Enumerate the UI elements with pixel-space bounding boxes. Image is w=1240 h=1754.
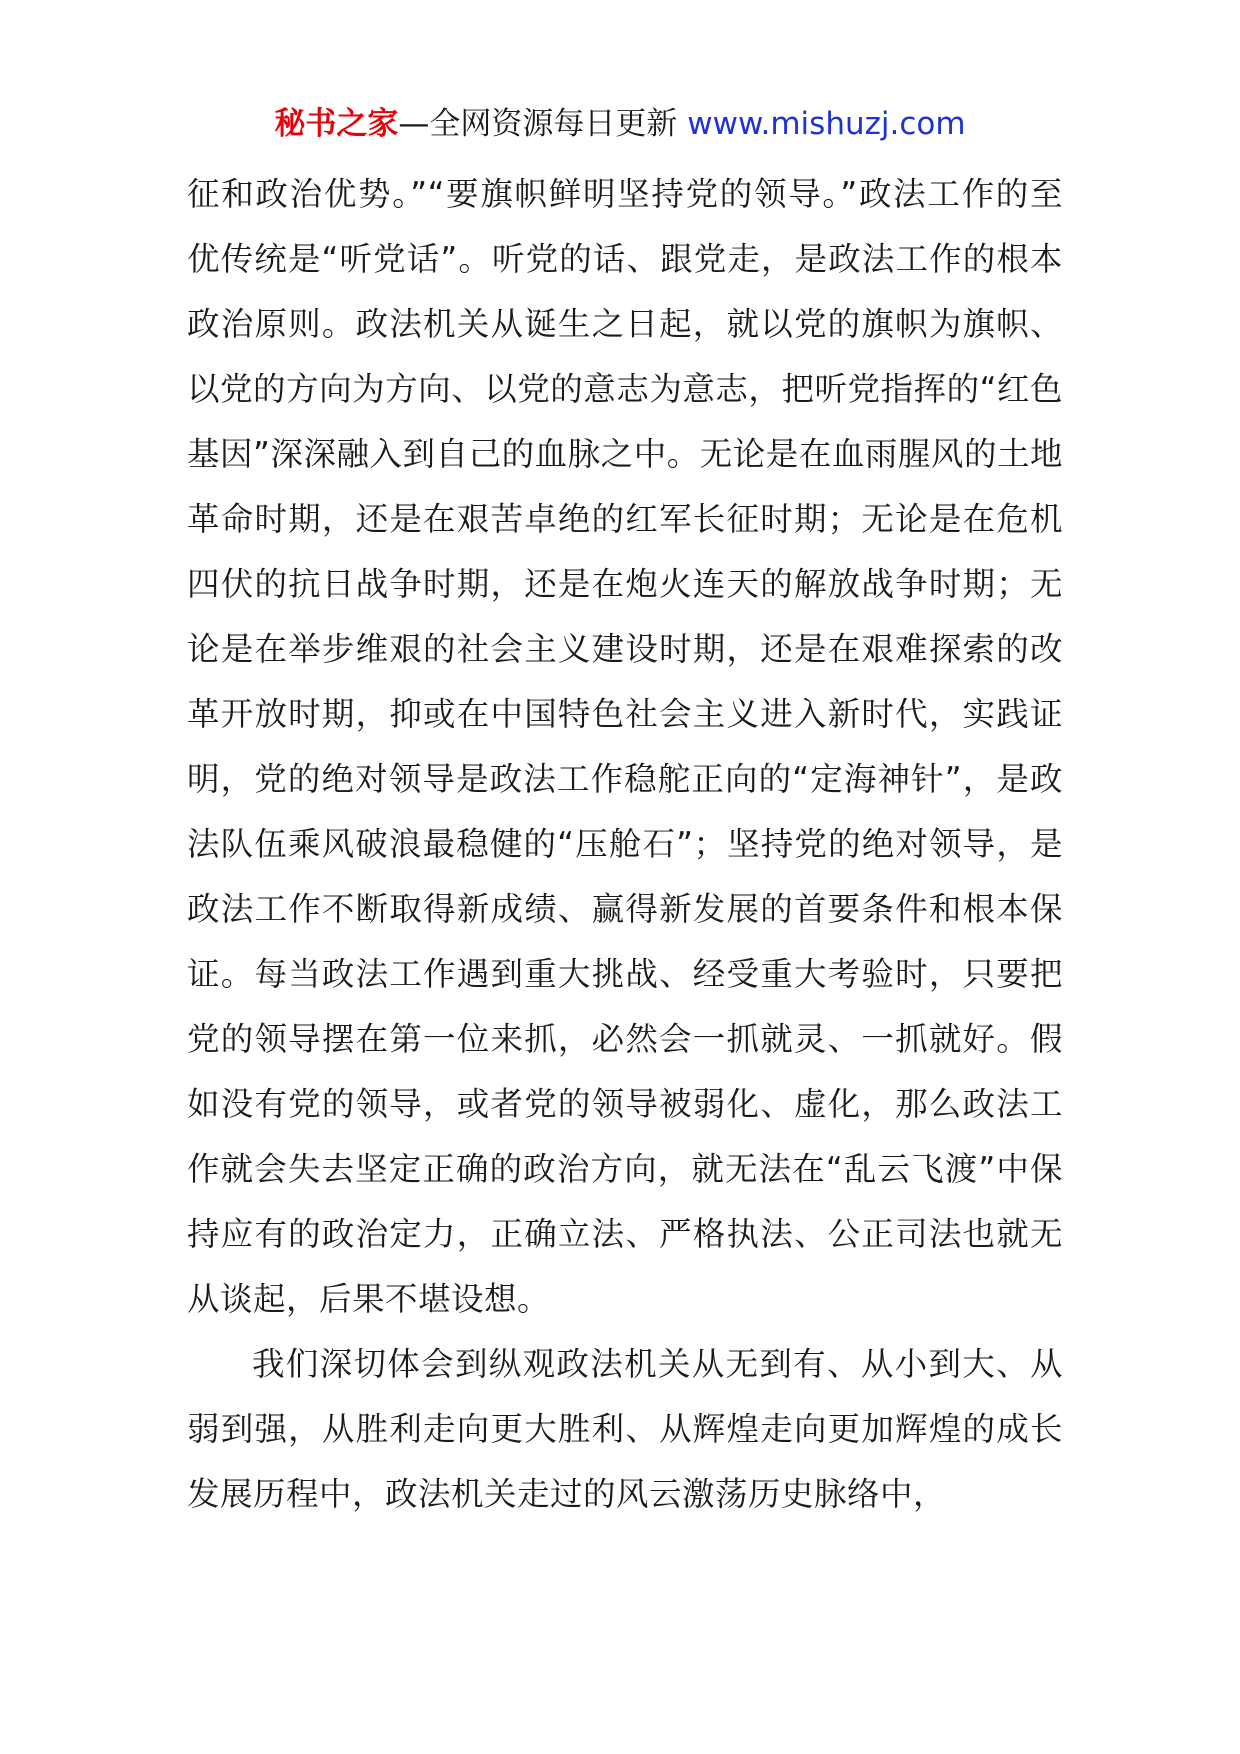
document-body bbox=[187, 162, 1063, 1527]
paragraph: 我们深切体会到纵观政法机关从无到有、从小到大、从弱到强，从胜利走向更大胜利、从辉煌走向更加辉煌的成长发展历程中，政法机关走过的风云激荡历史脉络中， bbox=[187, 1345, 1063, 1513]
paragraph-continued: 征和政治优势。”“要旗帜鲜明坚持党的领导。”政法工作的至优传统是“听党话”。听党的话、跟党走，是政法工作的根本政治原则。政法机关从诞生之日起，就以党的旗帜为旗帜、以党的方向为方向、以党的意志为意志，把听党指挥的“红色基因”深深融入到自己的血脉之中。无论是在血雨腥风的土地革命时期，还是在艰苦卓绝的红军长征时期；无论是在危机四伏的抗日战争时期，还是在炮火连天的解放战争时期；无论是在举步维艰的社会主义建设时期，还是在艰难探索的改革开放时期，抑或在中国特色社会主义进入新时代，实践证明，党的绝对领导是政法工作稳舵正向的“定海神针”，是政法队伍乘风破浪最稳健的“压舱石”；坚持党的绝对领导，是政法工作不断取得新成绩、赢得新发展的首要条件和根本保证。每当政法工作遇到重大挑战、经受重大考验时，只要把党的领导摆在第一位来抓，必然会一抓就灵、一抓就好。假如没有党的领导，或者党的领导被弱化、虚化，那么政法工作就会失去坚定正确的政治方向，就无法在“乱云飞渡”中保持应有的政治定力，正确立法、严格执法、公正司法也就无从谈起，后果不堪设想。 bbox=[187, 175, 1063, 1318]
brand-name: 秘书之家 bbox=[274, 106, 399, 142]
site-url-link[interactable]: www.mishuzj.com bbox=[687, 106, 966, 142]
watermark-header bbox=[0, 102, 1240, 146]
header-tagline: —全网资源每日更新 bbox=[398, 106, 688, 142]
